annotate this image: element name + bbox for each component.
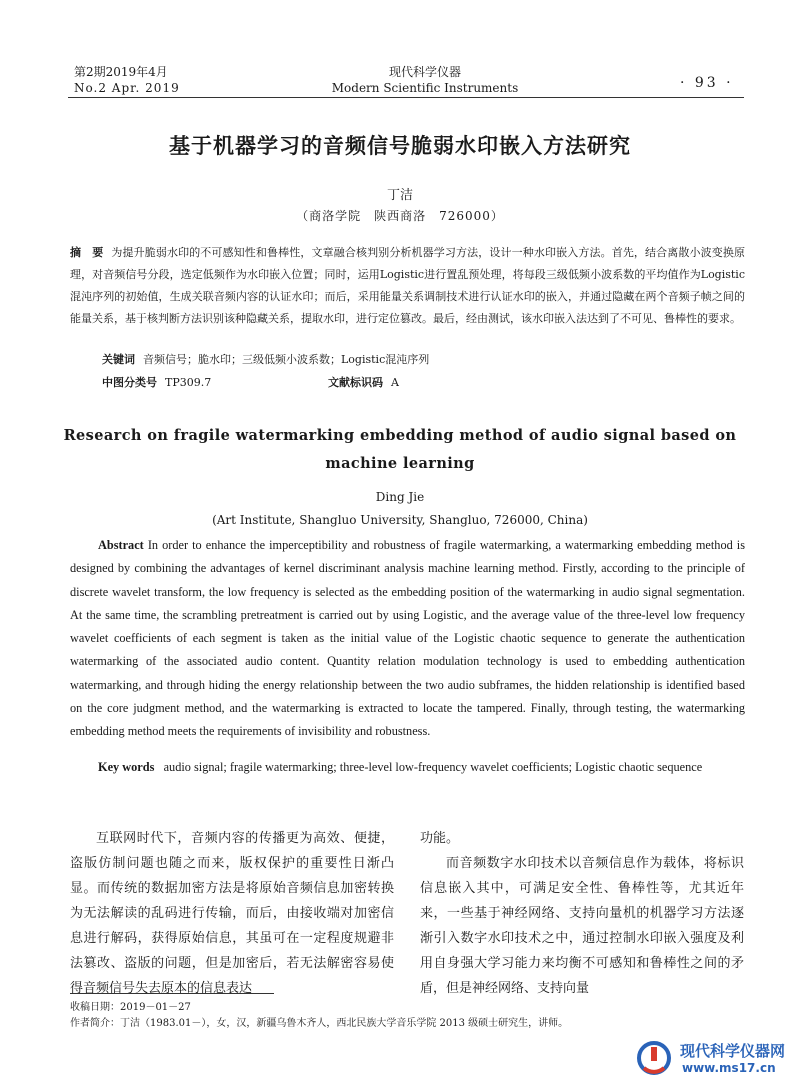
author-en: Ding Jie bbox=[375, 490, 425, 504]
issue-cn: 第2期2019年4月 bbox=[74, 65, 168, 79]
document-code-value: A bbox=[391, 376, 399, 389]
journal-name-en: Modern Scientific Instruments bbox=[331, 81, 519, 95]
site-url: www.ms17.cn bbox=[682, 1061, 776, 1075]
body-column-right bbox=[420, 826, 744, 1001]
abstract-cn-text: 为提升脆弱水印的不可感知性和鲁棒性，文章融合核判别分析机器学习方法，设计一种水印嵌入方法。首先，结合离散小波变换原理，对音频信号分段，选定低频作为水印嵌入位置；同时，运用Logistic进行置乱预处理，将每段三级低频小波系数的平均值作为Logistic混沌序列的初始值，生成关联音频内容的认证水印；而后，采用能量关系调制技术进行认证水印的嵌入，并通过隐藏在两个音频子帧之间的能量关系，基于核判断方法识别该种隐藏关系，提取水印，进行定位篡改。最后，经由测试，该水印嵌入法达到了不可见、鲁棒性的要求。 bbox=[70, 246, 745, 325]
site-name: 现代科学仪器网 bbox=[680, 1042, 786, 1060]
abstract-en-label: Abstract bbox=[98, 538, 144, 552]
body-paragraph-continued: 功能。 bbox=[420, 831, 460, 846]
body-paragraph: 而音频数字水印技术以音频信息作为载体，将标识信息嵌入其中，可满足安全性、鲁棒性等，尤其近年来，一些基于神经网络、支持向量机的机器学习方法逐渐引入数字水印技术之中，通过控制水印嵌入强度及利用自身强大学习能力来均衡不可感知和鲁棒性之间的矛盾，但是神经网络、支持向量 bbox=[420, 856, 744, 996]
keywords-en-label: Key words bbox=[98, 760, 155, 774]
keywords-en bbox=[70, 756, 745, 779]
affiliation-cn: （商洛学院 陕西商洛 726000） bbox=[296, 209, 504, 223]
body-column-left bbox=[70, 826, 394, 1001]
page-number: · 93 · bbox=[680, 75, 734, 91]
paper-title-cn: 基于机器学习的音频信号脆弱水印嵌入方法研究 bbox=[169, 133, 631, 158]
footnote-rule bbox=[70, 993, 274, 994]
document-code bbox=[328, 374, 399, 390]
journal-name-cn: 现代科学仪器 bbox=[388, 65, 461, 79]
classification-label: 中图分类号 bbox=[102, 376, 157, 389]
classification-number bbox=[102, 374, 211, 390]
journal-name bbox=[300, 64, 550, 96]
body-paragraph: 互联网时代下，音频内容的传播更为高效、便捷，盗版仿制问题也随之而来，版权保护的重要性日渐凸显。而传统的数据加密方法是将原始音频信息加密转换为无法解读的乱码进行传输，而后，由接收端对加密信息进行解码，获得原始信息，其虽可在一定程度规避非法篡改、盗版的问题，但是加密后，若无法解密容易使得音频信号失去原本的信息表达 bbox=[70, 831, 394, 996]
abstract-cn-label: 摘 要 bbox=[70, 246, 104, 259]
abstract-en-text: In order to enhance the imperceptibility and robustness of fragile watermarking, a watermarking embedding method is designed by combining the advantages of kernel discriminant analysis machine learning method. Firstly, according to the principle of discrete wavelet transform, the low frequency is selected as the embedding position of the watermarking in audio signal segmentation. At the same time, the scrambling pretreatment is carried out by using Logistic, and the average value of the three-level low frequency wavelet coefficients of each segment is taken as the initial value of the Logistic chaotic sequence to generate the authentication watermarking of the associated audio content. Quantity relation modulation technology is used to embedding authentication watermarking, and through hiding the energy relationship between the two audio subframes, the hidden relationship is identified based on the core judgment method, and the watermarking is extracted to locate the tampered. Finally, through testing, the watermarking embedding method meets the requirements of invisibility and robustness. bbox=[70, 538, 746, 739]
received-date: 收稿日期：2019－01－27 bbox=[70, 1002, 191, 1013]
abstract-cn bbox=[70, 242, 745, 330]
keywords-cn-text: 音频信号；脆水印；三级低频小波系数；Logistic混沌序列 bbox=[143, 353, 430, 366]
issue-info bbox=[74, 64, 180, 96]
classification-value: TP309.7 bbox=[165, 376, 212, 389]
site-logo-icon bbox=[634, 1038, 674, 1078]
author-cn: 丁洁 bbox=[386, 188, 413, 203]
paper-title-en: Research on fragile watermarking embedding method of audio signal based on machine learning bbox=[63, 427, 737, 472]
document-code-label: 文献标识码 bbox=[328, 376, 383, 389]
abstract-en bbox=[70, 534, 745, 744]
keywords-cn-label: 关键词 bbox=[102, 353, 135, 366]
footnote bbox=[70, 1000, 568, 1032]
keywords-cn bbox=[102, 351, 429, 367]
issue-en: No.2 Apr. 2019 bbox=[74, 81, 180, 95]
author-bio: 作者简介：丁洁（1983.01－），女，汉，新疆乌鲁木齐人，西北民族大学音乐学院 2013 级硕士研究生，讲师。 bbox=[70, 1018, 569, 1029]
site-watermark bbox=[634, 1036, 794, 1080]
affiliation-en: (Art Institute, Shangluo University, Shangluo, 726000, China) bbox=[212, 513, 588, 527]
keywords-en-text: audio signal; fragile watermarking; three-level low-frequency wavelet coefficients; Logistic chaotic sequence bbox=[163, 760, 703, 774]
header-rule bbox=[68, 97, 744, 98]
